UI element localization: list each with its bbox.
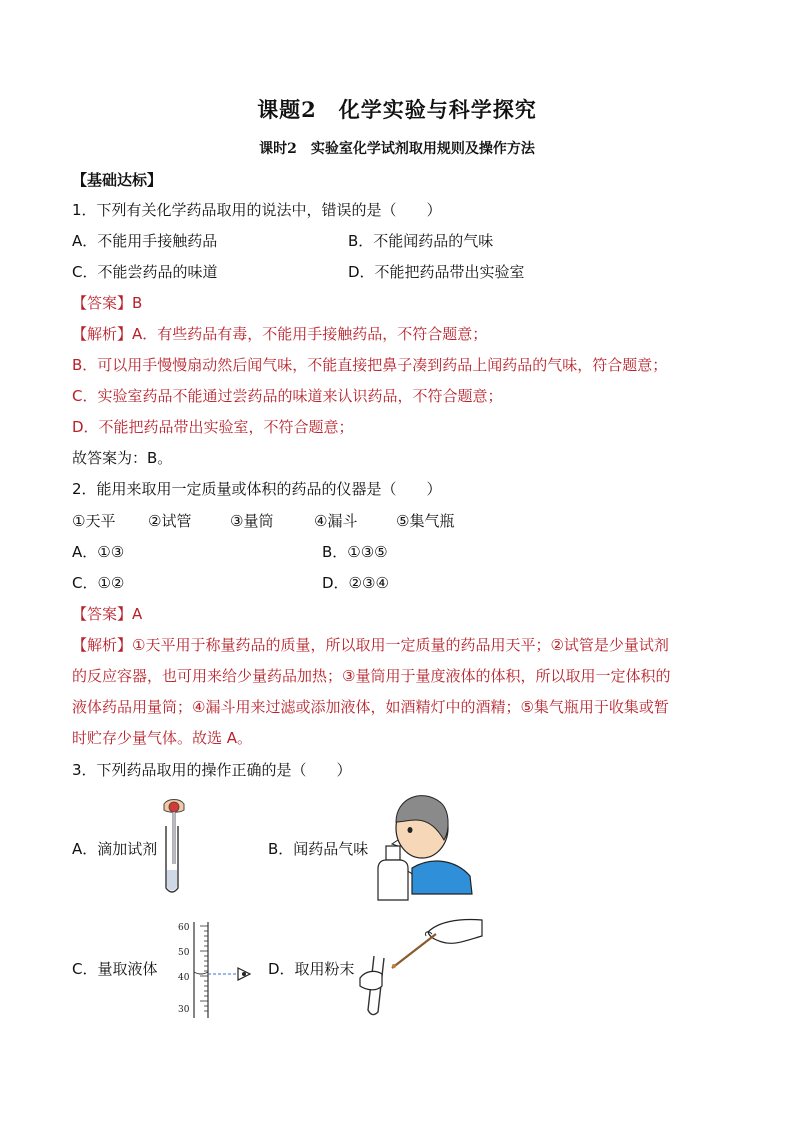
q1-option-b: B．不能闻药品的气味 bbox=[348, 232, 494, 250]
q1-analysis-4: D．不能把药品带出实验室，不符合题意； bbox=[72, 418, 354, 436]
page-subtitle: 课时2 实验室化学试剂取用规则及操作方法 bbox=[259, 141, 535, 157]
q1-stem: 1．下列有关化学药品取用的说法中，错误的是（ ） bbox=[72, 201, 442, 219]
smelling-figure bbox=[372, 790, 476, 906]
q2-answer bbox=[72, 604, 142, 624]
q2-option-d: D．②③④ bbox=[322, 574, 389, 592]
dropper-test-tube-figure bbox=[150, 798, 196, 898]
q2-item-1: ①天平 bbox=[72, 512, 116, 530]
q1-option-c: C．不能尝药品的味道 bbox=[72, 263, 218, 281]
q2-analysis-1 bbox=[72, 635, 669, 655]
tick-label: 50 bbox=[178, 948, 190, 958]
hand-icon bbox=[360, 971, 382, 989]
answer-tag: 【答案】 bbox=[72, 294, 133, 312]
tick-label: 30 bbox=[178, 1005, 190, 1015]
hand-icon bbox=[425, 920, 482, 944]
analysis-tag: 【解析】 bbox=[72, 325, 133, 343]
q2-item-5: ⑤集气瓶 bbox=[396, 512, 455, 530]
q1-analysis-3: C．实验室药品不能通过尝药品的味道来认识药品，不符合题意； bbox=[72, 387, 503, 405]
q1-option-d: D．不能把药品带出实验室 bbox=[348, 263, 525, 281]
q3-stem: 3．下列药品取用的操作正确的是（ ） bbox=[72, 761, 352, 779]
tick-label: 60 bbox=[178, 923, 190, 933]
eye-icon bbox=[238, 968, 250, 980]
q1-analysis-1 bbox=[72, 324, 487, 344]
powder-figure bbox=[358, 912, 488, 1024]
q1-analysis-2: B．可以用手慢慢扇动然后闻气味，不能直接把鼻子凑到药品上闻药品的气味，符合题意； bbox=[72, 356, 668, 374]
q2-option-c: C．①② bbox=[72, 574, 125, 592]
q2-analysis-4: 时贮存少量气体。故选 A。 bbox=[72, 729, 253, 747]
q3-option-a: A．滴加试剂 bbox=[72, 840, 158, 858]
q3-option-d: D．取用粉末 bbox=[268, 960, 355, 978]
q2-item-4: ④漏斗 bbox=[314, 512, 358, 530]
analysis-tag: 【解析】 bbox=[72, 636, 133, 654]
bottle-icon bbox=[378, 846, 408, 900]
q3-option-b: B．闻药品气味 bbox=[268, 840, 369, 858]
spatula-icon bbox=[392, 934, 436, 968]
q2-option-a: A．①③ bbox=[72, 543, 125, 561]
analysis-text: A．有些药品有毒，不能用手接触药品，不符合题意； bbox=[132, 325, 488, 343]
hand-icon bbox=[164, 800, 184, 813]
answer-tag: 【答案】 bbox=[72, 605, 133, 623]
answer-value: A bbox=[132, 605, 143, 623]
q2-item-3: ③量筒 bbox=[230, 512, 274, 530]
q2-option-b: B．①③⑤ bbox=[322, 543, 388, 561]
q2-analysis-3: 液体药品用量筒；④漏斗用来过滤或添加液体，如酒精灯中的酒精；⑤集气瓶用于收集或暂 bbox=[72, 698, 669, 716]
q3-option-c: C．量取液体 bbox=[72, 960, 158, 978]
q1-conclusion: 故答案为：B。 bbox=[72, 449, 173, 467]
q1-answer bbox=[72, 293, 142, 313]
section-heading: 【基础达标】 bbox=[72, 171, 163, 189]
q2-stem: 2．能用来取用一定质量或体积的药品的仪器是（ ） bbox=[72, 480, 442, 498]
answer-value: B bbox=[132, 294, 143, 312]
graduated-cylinder-figure bbox=[160, 918, 256, 1022]
tick-label: 40 bbox=[178, 973, 190, 983]
q2-analysis-2: 的反应容器，也可用来给少量药品加热；③量筒用于量度液体的体积，所以取用一定体积的 bbox=[72, 667, 671, 685]
analysis-text: ①天平用于称量药品的质量，所以取用一定质量的药品用天平；②试管是少量试剂 bbox=[132, 636, 669, 654]
cylinder-icon bbox=[194, 922, 208, 1018]
page-title: 课题2 化学实验与科学探究 bbox=[257, 97, 537, 122]
q2-item-2: ②试管 bbox=[148, 512, 192, 530]
q1-option-a: A．不能用手接触药品 bbox=[72, 232, 218, 250]
